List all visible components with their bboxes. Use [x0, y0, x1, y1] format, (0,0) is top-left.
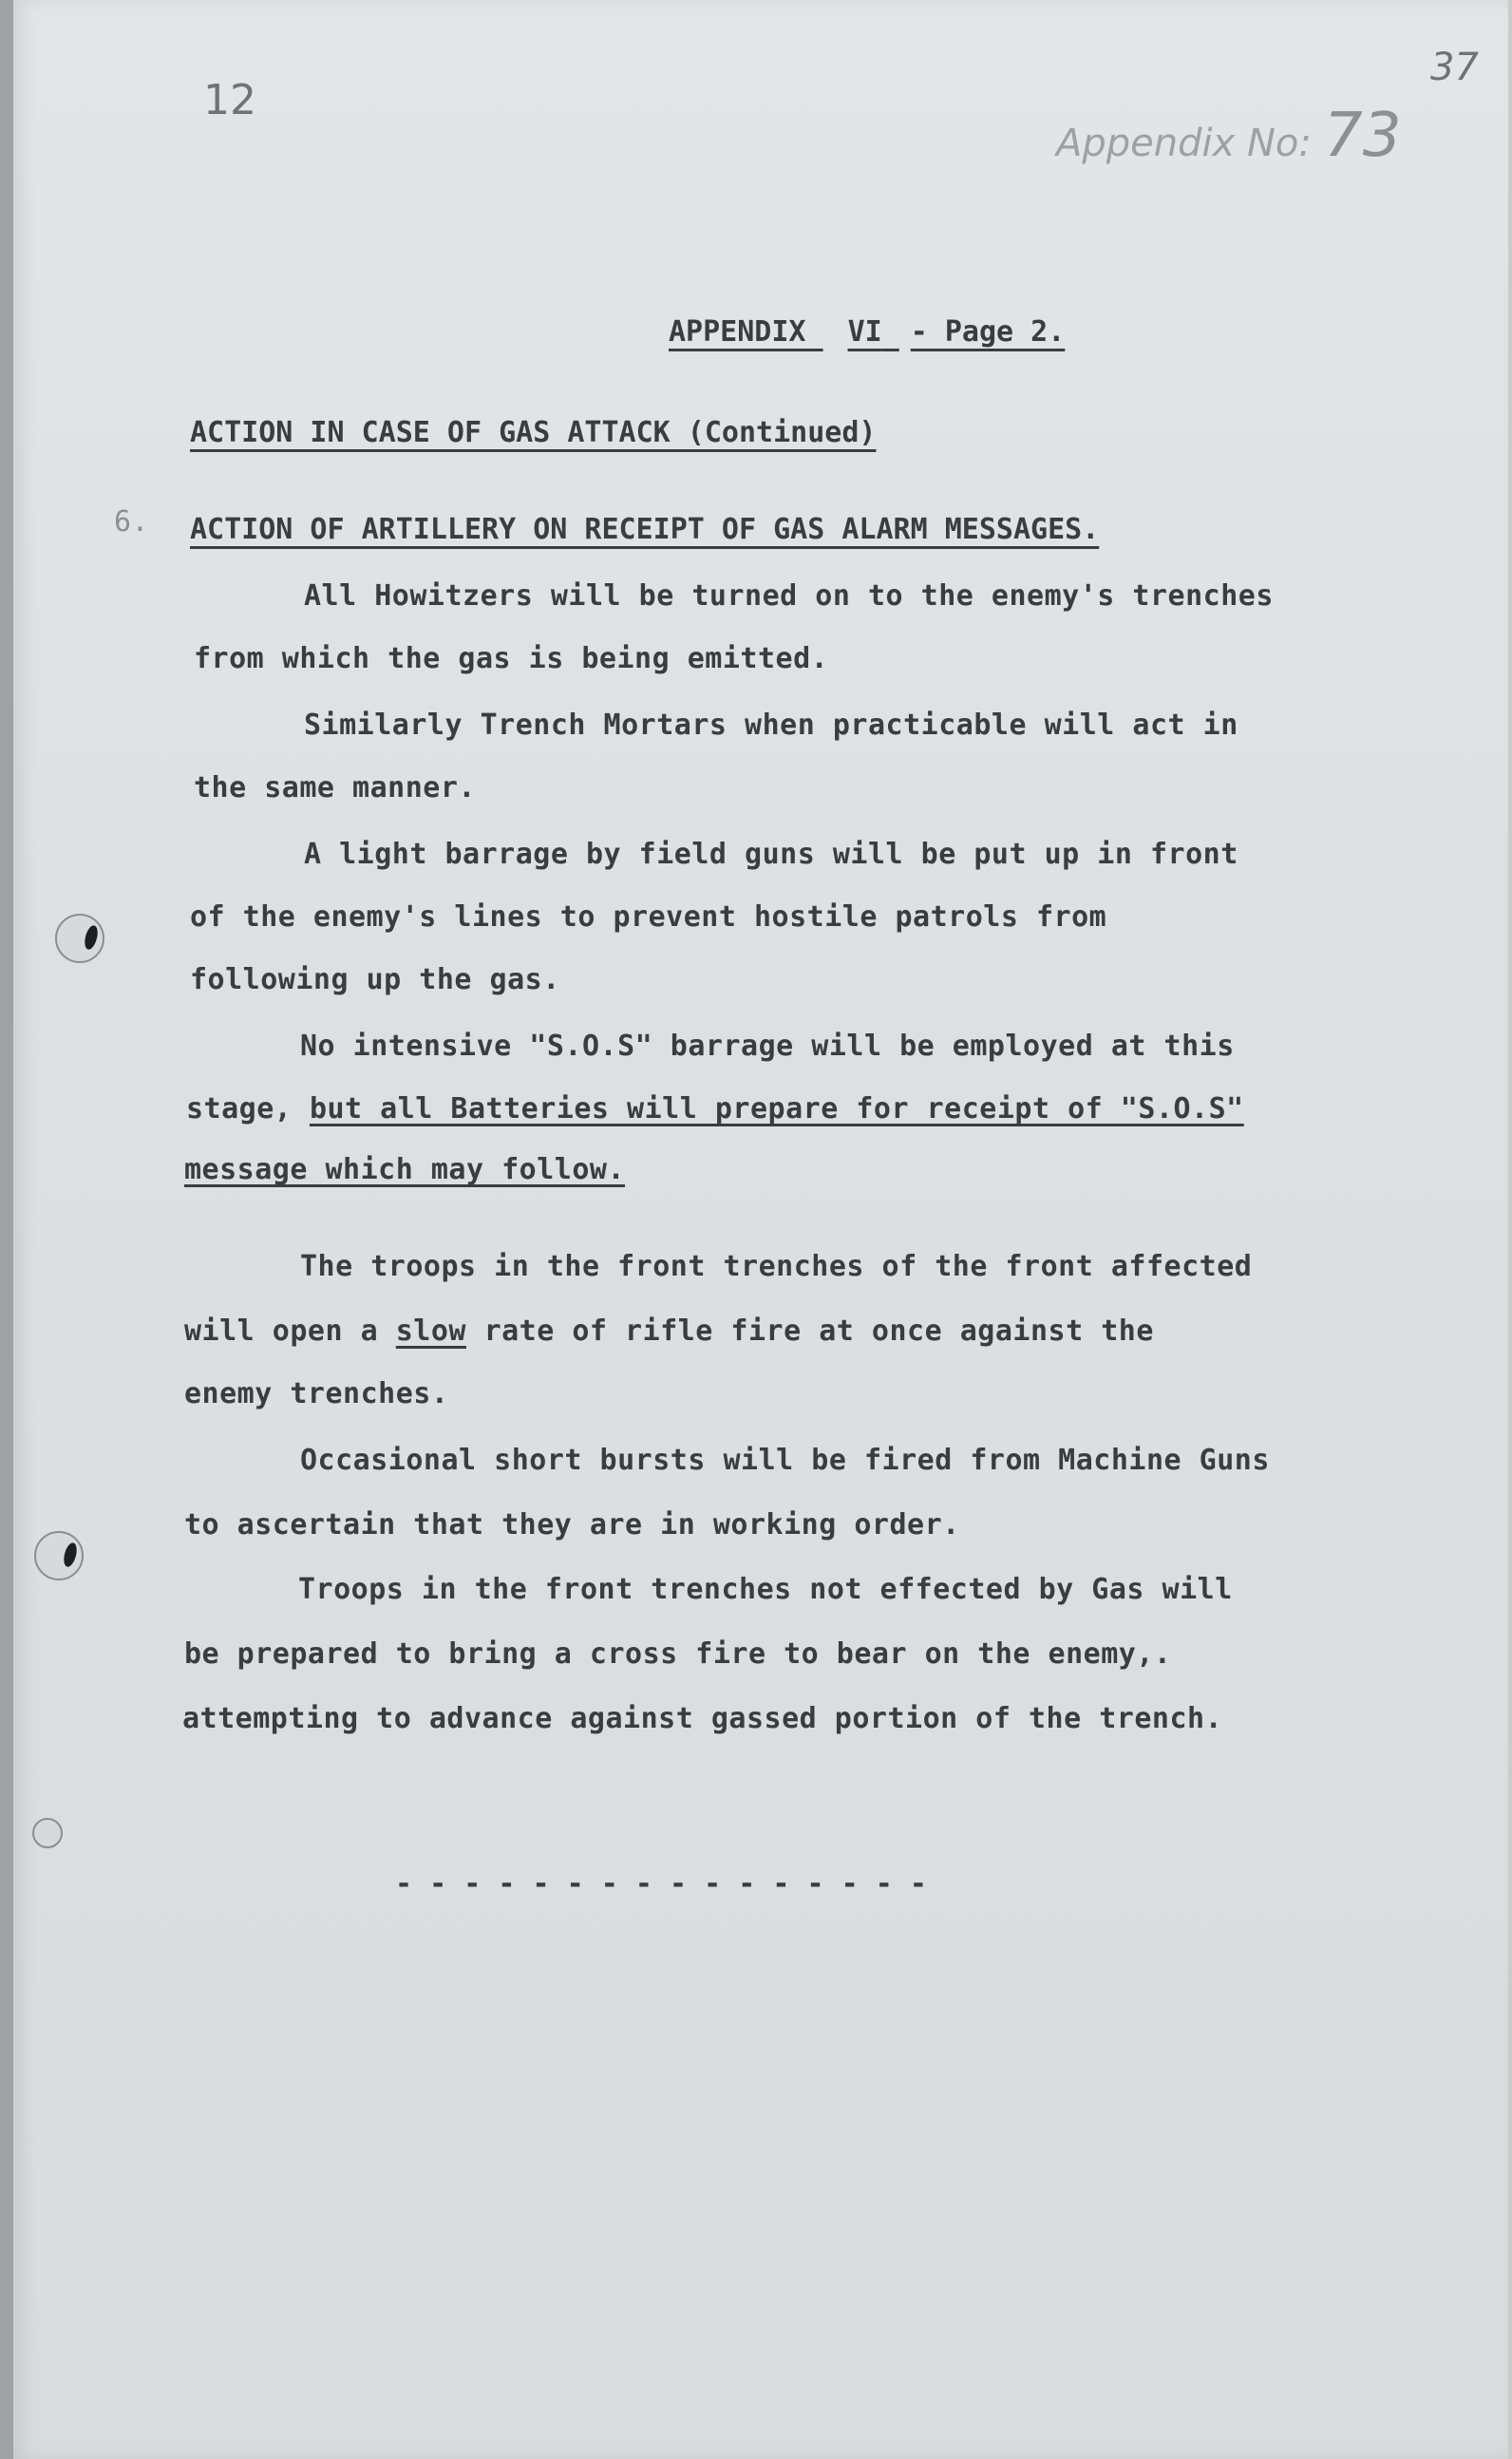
body-line-12-end: rate of rifle fire at once against the: [483, 1315, 1154, 1348]
body-line-9-underlined: but all Batteries will prepare for receipt of "S.O.S": [309, 1092, 1244, 1125]
body-line-8: No intensive "S.O.S" barrage will be employed at this: [300, 1030, 1235, 1063]
punch-hole: [55, 914, 104, 963]
title-appendix: APPENDIX: [669, 315, 806, 349]
section-title: ACTION IN CASE OF GAS ATTACK (Continued): [190, 416, 877, 449]
page-number-left: 12: [203, 76, 256, 124]
body-line-18: attempting to advance against gassed portion of the trench.: [182, 1702, 1223, 1735]
paragraph-marker: 6.: [114, 505, 150, 539]
page-number-right: 37: [1430, 46, 1479, 89]
body-line-3: Similarly Trench Mortars when practicable will act in: [304, 709, 1238, 742]
subsection-title: ACTION OF ARTILLERY ON RECEIPT OF GAS ALARM MESSAGES.: [190, 513, 1100, 546]
body-line-15: to ascertain that they are in working order.: [184, 1508, 960, 1542]
page-title: [669, 315, 1065, 349]
appendix-stamp: Appendix No:: [1056, 122, 1312, 165]
body-line-12-slow: slow: [395, 1315, 466, 1348]
body-line-9-start: stage,: [186, 1092, 293, 1125]
body-line-7: following up the gas.: [190, 963, 560, 996]
body-line-6: of the enemy's lines to prevent hostile patrols from: [190, 900, 1107, 934]
punch-hole: [34, 1531, 84, 1580]
body-line-13: enemy trenches.: [184, 1377, 449, 1410]
body-line-16: Troops in the front trenches not effected by Gas will: [298, 1573, 1233, 1606]
body-line-14: Occasional short bursts will be fired from Machine Guns: [300, 1444, 1270, 1477]
body-line-11: The troops in the front trenches of the front affected: [300, 1250, 1253, 1283]
title-page: - Page 2.: [910, 315, 1066, 349]
closing-dash-rule: - - - - - - - - - - - - - - - -: [395, 1867, 927, 1901]
body-line-5: A light barrage by field guns will be put up in front: [304, 838, 1238, 871]
body-line-17: be prepared to bring a cross fire to bear on the enemy,.: [184, 1637, 1172, 1671]
body-line-12-start: will open a: [184, 1315, 379, 1348]
scan-edge: [0, 0, 13, 2459]
body-line-2: from which the gas is being emitted.: [194, 642, 829, 675]
title-roman: VI: [847, 315, 882, 349]
punch-hole: [32, 1818, 63, 1848]
appendix-number: 73: [1324, 101, 1402, 171]
body-line-4: the same manner.: [194, 771, 476, 804]
document-page: [13, 0, 1508, 2459]
body-line-12: [184, 1315, 1154, 1348]
body-line-9: [186, 1092, 1244, 1125]
body-line-10: message which may follow.: [184, 1153, 626, 1186]
body-line-1: All Howitzers will be turned on to the enemy's trenches: [304, 579, 1274, 613]
